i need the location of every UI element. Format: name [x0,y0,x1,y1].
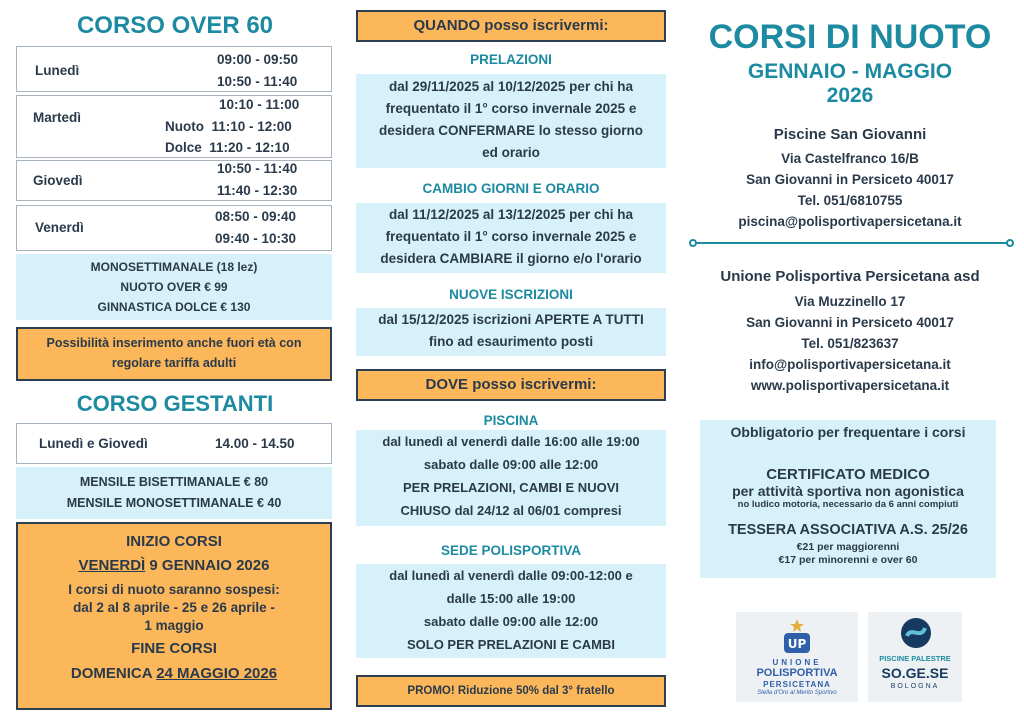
start-title: INIZIO CORSI [126,533,222,550]
course-dates-box [16,522,332,710]
when-header-label: QUANDO posso iscrivermi: [413,17,609,34]
day-label: Giovedì [33,173,83,188]
logo-text: Stella d'Oro al Merito Sportivo [757,690,837,696]
end-date-day: DOMENICA [70,665,157,682]
schedule-row-thursday [16,160,332,201]
info-line: desidera CAMBIARE il giorno e/o l'orario [380,251,642,266]
info-line: dal 11/12/2025 al 13/12/2025 per chi ha [389,207,633,222]
promo-box [356,675,666,707]
logo-text: UNIONE [772,658,822,667]
info-line: SOLO PER PRELAZIONI E CAMBI [406,637,615,652]
end-date-rest: 24 MAGGIO 2026 [156,665,278,682]
logo-text: PISCINE PALESTRE [879,654,951,663]
logo-text: PERSICETANA [763,680,831,689]
time-slot: Nuoto 11:10 - 12:00 [165,119,292,134]
time-slot: 10:50 - 11:40 [217,74,298,89]
when-header [356,10,666,42]
schedule-row-friday [16,205,332,251]
info-line: dal 29/11/2025 al 10/12/2025 per chi ha [389,79,633,94]
nuove-title: NUOVE ISCRIZIONI [449,287,573,302]
phone-line: Tel. 051/6810755 [797,193,903,208]
start-date-rest: 9 GENNAIO 2026 [145,557,270,574]
polisportiva-emblem-icon [779,618,815,656]
end-date [18,661,330,687]
info-line: CHIUSO dal 24/12 al 06/01 compresi [400,503,622,518]
sede-title: SEDE POLISPORTIVA [440,543,582,558]
logo-text: SO.GE.SE [881,665,949,681]
note-line: Possibilità inserimento anche fuori età con [46,336,302,350]
start-date-day: VENERDÌ [78,557,146,574]
membership-price: €17 per minorenni e over 60 [778,554,918,566]
requirements-title: Obbligatorio per frequentare i corsi [730,424,966,440]
polisportiva-logo [736,612,858,702]
subtitle-period: GENNAIO - MAGGIO [747,60,953,83]
phone-line: Tel. 051/823637 [801,336,899,351]
sogese-emblem-icon [899,616,933,650]
piscine-contact [690,124,1010,232]
day-label: Martedì [33,110,82,125]
requirements-box [700,420,996,578]
end-title: FINE CORSI [131,640,217,657]
info-line: desidera CONFERMARE lo stesso giorno [378,123,644,138]
info-line: sabato dalle 09:00 alle 12:00 [423,614,599,629]
gestanti-title: CORSO GESTANTI [76,391,274,416]
svg-text:UP: UP [787,637,807,651]
info-line: fino ad esaurimento posti [428,334,594,349]
price-line: MENSILE MONOSETTIMANALE € 40 [66,496,282,510]
time-slot: 11:40 - 12:30 [217,183,298,198]
info-line: ed orario [482,145,540,160]
piscina-box [356,430,666,526]
membership-title: TESSERA ASSOCIATIVA A.S. 25/26 [728,522,968,538]
time-slot: 14.00 - 14.50 [215,436,295,451]
email-link[interactable]: piscina@polisportivapersicetana.it [738,214,962,229]
time-slot: 10:10 - 11:00 [219,97,300,112]
day-label: Lunedì e Giovedì [39,436,148,451]
org-name: Unione Polisportiva Persicetana asd [720,268,980,285]
price-line: MONOSETTIMANALE (18 lez) [90,260,258,274]
promo-text: PROMO! Riduzione 50% dal 3° fratello [407,685,615,697]
day-label: Venerdì [35,220,84,235]
over60-prices [16,254,332,320]
info-line: dalle 15:00 alle 19:00 [446,591,576,606]
info-line: sabato dalle 09:00 alle 12:00 [423,457,599,472]
gestanti-schedule [16,423,332,464]
schedule-row-tuesday [16,95,332,158]
certificate-title: CERTIFICATO MEDICO [766,466,930,483]
day-label: Lunedì [35,63,80,78]
gestanti-prices [16,467,332,519]
website-link[interactable]: www.polisportivapersicetana.it [750,378,950,393]
address-line: San Giovanni in Persiceto 40017 [746,172,954,187]
price-line: MENSILE BISETTIMANALE € 80 [79,475,269,489]
cambio-title: CAMBIO GIORNI E ORARIO [422,181,600,196]
unione-contact [690,266,1010,396]
time-slot: 08:50 - 09:40 [215,209,297,224]
info-line: dal lunedì al venerdì dalle 16:00 alle 19:00 [382,434,640,449]
address-line: Via Castelfranco 16/B [781,151,919,166]
certificate-sub: per attività sportiva non agonistica [732,483,964,499]
nuove-box [356,308,666,356]
cambio-box [356,203,666,273]
info-line: dal lunedì al venerdì dalle 09:00-12:00 e [389,568,633,583]
info-line: PER PRELAZIONI, CAMBI E NUOVI [403,480,619,495]
venue-name: Piscine San Giovanni [773,126,927,143]
suspension-line: dal 2 al 8 aprile - 25 e 26 aprile - [73,600,275,615]
sogese-logo [868,612,962,702]
divider [692,242,1010,244]
note-line: regolare tariffa adulti [111,356,237,370]
suspension-line: I corsi di nuoto saranno sospesi: [68,582,280,597]
time-slot: 10:50 - 11:40 [217,161,298,176]
info-line: frequentato il 1° corso invernale 2025 e [385,229,637,244]
address-line: San Giovanni in Persiceto 40017 [746,315,954,330]
time-slot: Dolce 11:20 - 12:10 [165,140,290,155]
divider-dot [689,239,697,247]
over60-title: CORSO OVER 60 [76,12,274,39]
suspension-line: 1 maggio [144,618,204,633]
prelazioni-title: PRELAZIONI [470,52,552,67]
where-header-label: DOVE posso iscrivermi: [425,376,597,393]
main-title: CORSI DI NUOTO [708,18,992,56]
start-date [18,554,330,578]
divider-dot [1006,239,1014,247]
info-line: dal 15/12/2025 iscrizioni APERTE A TUTTI [378,312,644,327]
subtitle-year: 2026 [826,84,874,107]
where-header [356,369,666,401]
certificate-note: no ludico motoria, necessario da 6 anni compiuti [737,499,959,510]
time-slot: 09:00 - 09:50 [217,52,299,67]
price-line: GINNASTICA DOLCE € 130 [97,300,251,314]
sede-box [356,564,666,658]
logo-text: BOLOGNA [890,683,940,690]
age-note [16,327,332,381]
email-link[interactable]: info@polisportivapersicetana.it [749,357,951,372]
prelazioni-box [356,74,666,168]
price-line: NUOTO OVER € 99 [120,280,228,294]
piscina-title: PISCINA [483,413,539,428]
logo-text: POLISPORTIVA [756,667,838,679]
membership-price: €21 per maggiorenni [796,541,900,553]
address-line: Via Muzzinello 17 [794,294,906,309]
time-slot: 09:40 - 10:30 [215,231,297,246]
schedule-row-monday [16,46,332,92]
info-line: frequentato il 1° corso invernale 2025 e [385,101,637,116]
